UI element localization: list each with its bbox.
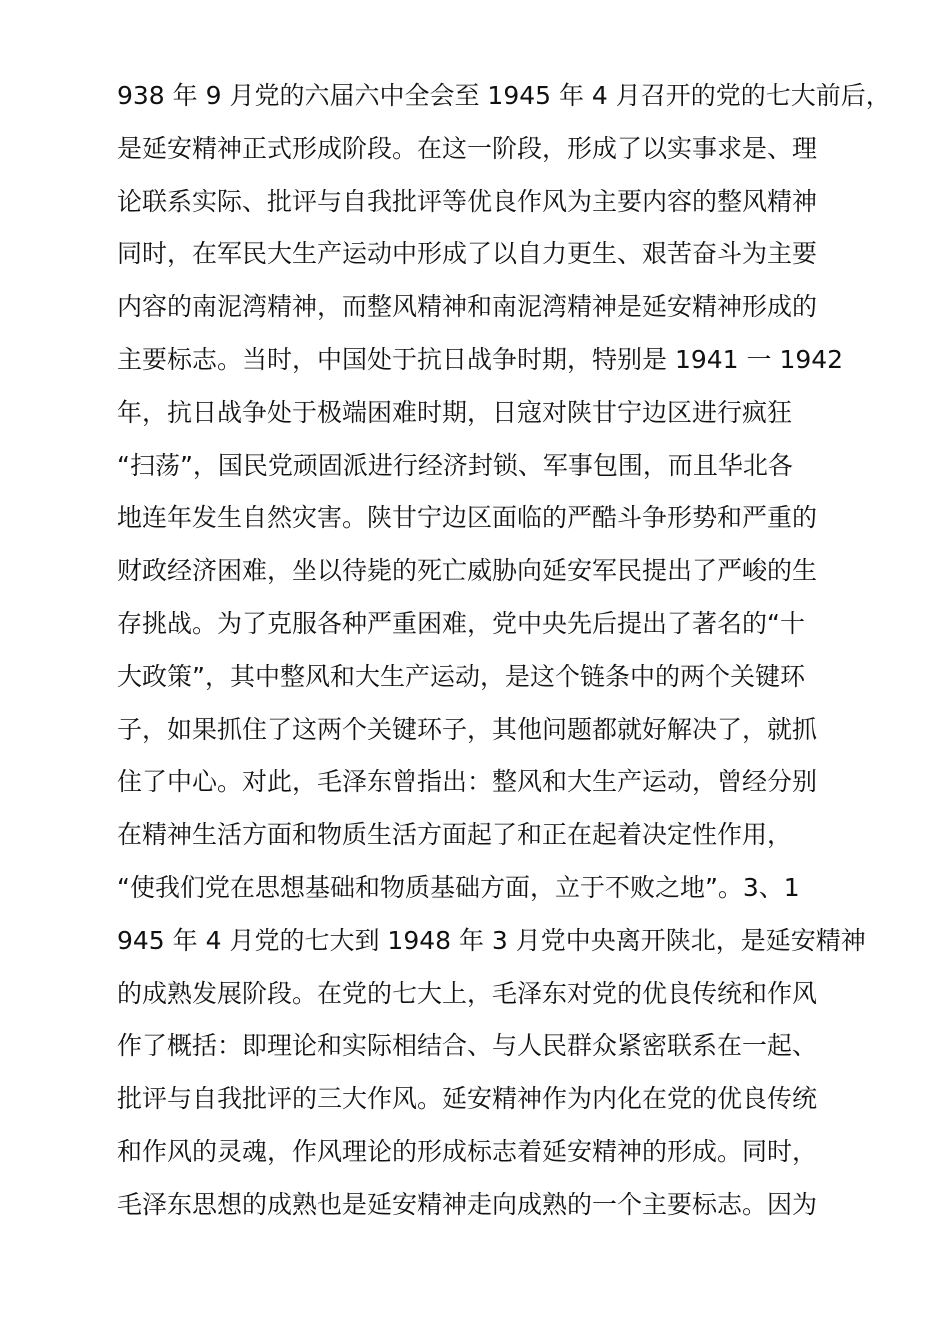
- text-line: “使我们党在思想基础和物质基础方面，立于不败之地”。3、1: [117, 872, 800, 902]
- text-line: 年，抗日战争处于极端困难时期，日寇对陕甘宁边区进行疯狂: [117, 397, 793, 427]
- text-line: “扫荡”，国民党顽固派进行经济封锁、军事包围，而且华北各: [117, 450, 793, 480]
- text-line: 财政经济困难，坐以待毙的死亡威胁向延安军民提出了严峻的生: [117, 556, 818, 586]
- text-line: 存挑战。为了克服各种严重困难，党中央先后提出了著名的“十: [117, 608, 805, 638]
- text-line: 是延安精神正式形成阶段。在这一阶段，形成了以实事求是、理: [117, 133, 818, 163]
- text-line: 在精神生活方面和物质生活方面起了和正在起着决定性作用，: [117, 820, 793, 850]
- text-line: 938 年 9 月党的六届六中全会至 1945 年 4 月召开的党的七大前后，: [117, 81, 891, 110]
- text-line: 945 年 4 月党的七大到 1948 年 3 月党中央离开陕北，是延安精神: [117, 925, 866, 955]
- text-line: 的成熟发展阶段。在党的七大上，毛泽东对党的优良传统和作风: [117, 978, 818, 1008]
- text-line: 作了概括：即理论和实际相结合、与人民群众紧密联系在一起、: [117, 1031, 818, 1061]
- text-line: 毛泽东思想的成熟也是延安精神走向成熟的一个主要标志。因为: [117, 1189, 818, 1219]
- text-line: 地连年发生自然灾害。陕甘宁边区面临的严酷斗争形势和严重的: [117, 503, 818, 533]
- text-line: 论联系实际、批评与自我批评等优良作风为主要内容的整风精神: [117, 186, 818, 216]
- text-line: 批评与自我批评的三大作风。延安精神作为内化在党的优良传统: [117, 1084, 818, 1114]
- text-line: 和作风的灵魂，作风理论的形成标志着延安精神的形成。同时，: [117, 1136, 818, 1166]
- text-line: 子，如果抓住了这两个关键环子，其他问题都就好解决了，就抓: [117, 714, 818, 744]
- text-line: 内容的南泥湾精神，而整风精神和南泥湾精神是延安精神形成的: [117, 292, 818, 322]
- body-text: [117, 70, 891, 1232]
- text-line: 住了中心。对此，毛泽东曾指出：整风和大生产运动，曾经分别: [117, 767, 818, 797]
- text-line: 大政策”，其中整风和大生产运动，是这个链条中的两个关键环: [117, 661, 805, 691]
- text-line: 同时，在军民大生产运动中形成了以自力更生、艰苦奋斗为主要: [117, 239, 818, 269]
- text-line: 主要标志。当时，中国处于抗日战争时期，特别是 1941 一 1942: [117, 344, 844, 374]
